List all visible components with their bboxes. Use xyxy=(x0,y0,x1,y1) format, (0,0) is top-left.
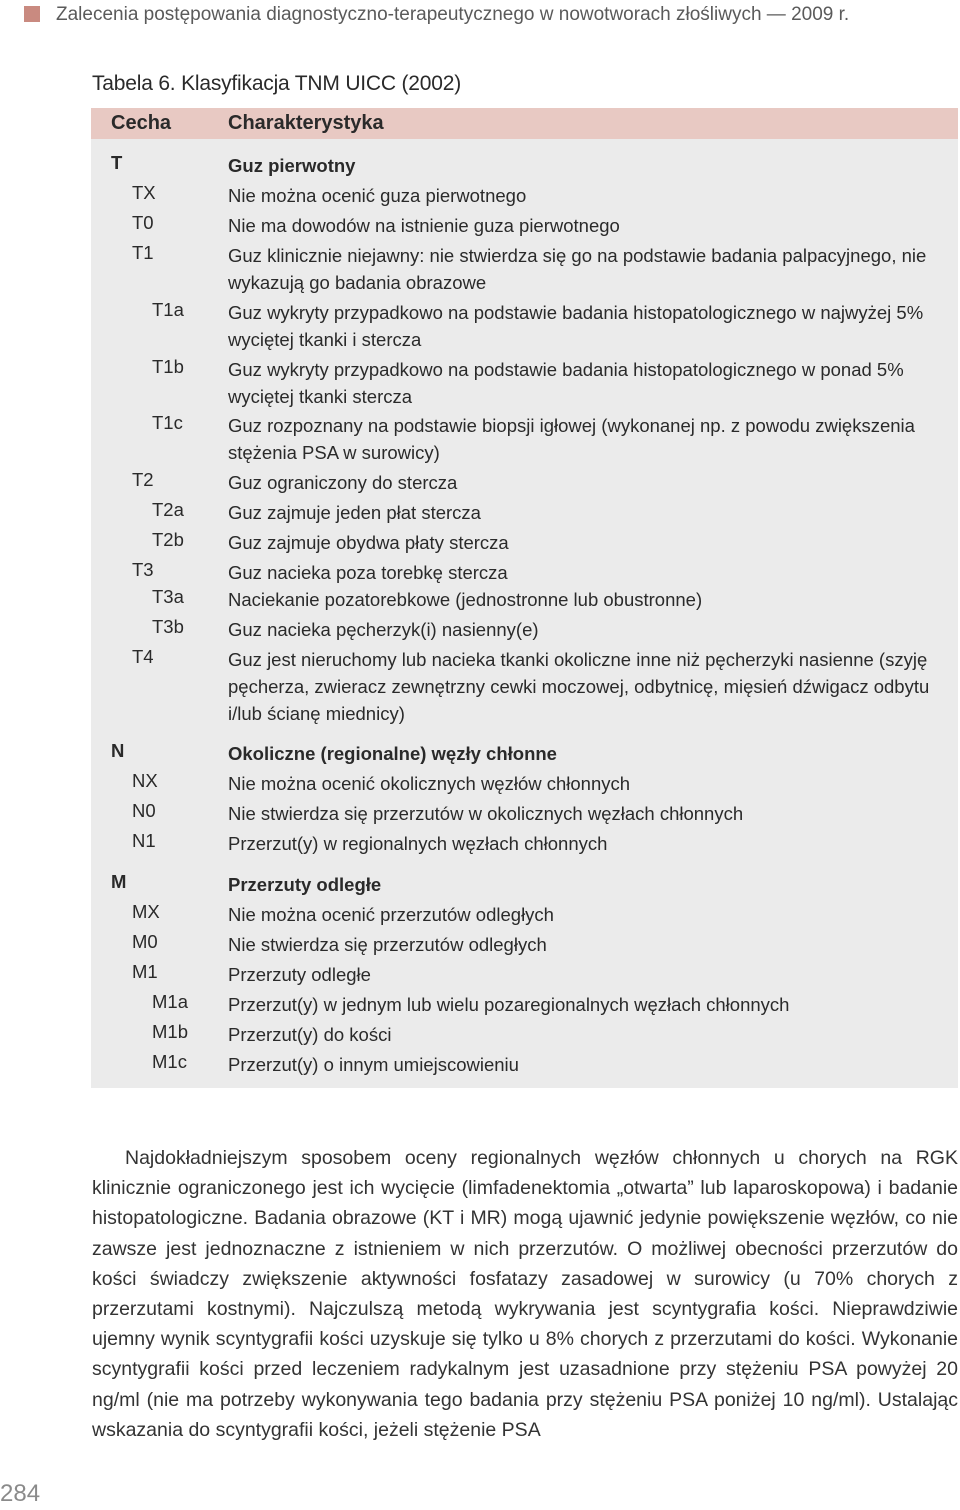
body-paragraph-block xyxy=(92,1143,958,1445)
row-code: N xyxy=(111,740,125,761)
row-code: M1a xyxy=(152,991,188,1012)
row-code: M0 xyxy=(132,931,158,952)
row-code: M1c xyxy=(152,1051,187,1072)
tnm-table xyxy=(91,108,958,1088)
row-description: Przerzuty odległe xyxy=(228,964,371,985)
row-code: M1 xyxy=(132,961,158,982)
row-code: T1a xyxy=(152,299,184,320)
row-code: T2 xyxy=(132,469,154,490)
row-description: Guz zajmuje obydwa płaty stercza xyxy=(228,532,509,553)
row-code: T3a xyxy=(152,586,184,607)
row-code: T1c xyxy=(152,412,183,433)
row-code: T4 xyxy=(132,646,154,667)
row-description: Guz zajmuje jeden płat stercza xyxy=(228,502,481,523)
row-description: Guz ograniczony do stercza xyxy=(228,472,458,493)
row-description: Przerzut(y) o innym umiejscowieniu xyxy=(228,1054,519,1075)
row-code: M1b xyxy=(152,1021,188,1042)
row-description: Przerzuty odległe xyxy=(228,874,382,895)
row-description: Nie można ocenić guza pierwotnego xyxy=(228,185,527,206)
row-code: N1 xyxy=(132,830,156,851)
row-description: Guz wykryty przypadkowo na podstawie badania histopatologicznego w najwyżej 5% wyciętej tkanki i stercza xyxy=(228,302,924,350)
row-description: Przerzut(y) do kości xyxy=(228,1024,392,1045)
row-code: T xyxy=(111,152,123,173)
table-header-row xyxy=(91,108,958,139)
row-code: TX xyxy=(132,182,156,203)
row-code: T0 xyxy=(132,212,154,233)
row-description: Guz klinicznie niejawny: nie stwierdza się go na podstawie badania palpacyjnego, nie wykazują go badania obrazowe xyxy=(228,245,927,293)
row-description: Guz jest nieruchomy lub nacieka tkanki okoliczne inne niż pęcherzyki nasienne (szyję pęcherza, zwieracz zewnętrzny cewki moczowej, odbytnicę, mięsień dźwigacz odbytu i/lub ścianę miednicy) xyxy=(228,649,930,724)
row-description: Nie można ocenić okolicznych węzłów chłonnych xyxy=(228,773,631,794)
row-code: MX xyxy=(132,901,160,922)
row-description: Przerzut(y) w jednym lub wielu pozaregionalnych węzłach chłonnych xyxy=(228,994,790,1015)
row-code: NX xyxy=(132,770,158,791)
row-description: Guz wykryty przypadkowo na podstawie badania histopatologicznego w ponad 5% wyciętej tkanki stercza xyxy=(228,359,904,407)
row-description: Nie ma dowodów na istnienie guza pierwotnego xyxy=(228,215,620,236)
row-description: Guz rozpoznany na podstawie biopsji igłowej (wykonanej np. z powodu zwiększenia stężenia PSA w surowicy) xyxy=(228,415,915,463)
page-number: 284 xyxy=(0,1480,41,1507)
row-description: Okoliczne (regionalne) węzły chłonne xyxy=(228,743,557,764)
row-description: Nie można ocenić przerzutów odległych xyxy=(228,904,554,925)
table-caption: Tabela 6. Klasyfikacja TNM UICC (2002) xyxy=(92,72,461,95)
header-color-square xyxy=(24,6,40,22)
row-code: T2a xyxy=(152,499,184,520)
row-code: T3b xyxy=(152,616,184,637)
row-code: T3 xyxy=(132,559,154,580)
row-description: Guz pierwotny xyxy=(228,155,356,176)
row-code: M xyxy=(111,871,127,892)
column-header-charakterystyka: Charakterystyka xyxy=(228,112,384,134)
row-description: Naciekanie pozatorebkowe (jednostronne lub obustronne) xyxy=(228,589,703,610)
row-description: Nie stwierdza się przerzutów w okolicznych węzłach chłonnych xyxy=(228,803,744,824)
row-description: Przerzut(y) w regionalnych węzłach chłonnych xyxy=(228,833,608,854)
body-paragraph: Najdokładniejszym sposobem oceny regionalnych węzłów chłonnych u chorych na RGK klinicznie ograniczonego jest ich wycięcie (limfadenektomia „otwarta” lub laparoskopowa) i badanie histopatologiczne. Badania obrazowe (KT i MR) mogą ujawnić jedynie powiększenie węzłów, co nie zawsze jest jednoznaczne z istnieniem w nich przerzutów. O możliwej obecności przerzutów do kości świadczy zwiększenie aktywności fosfatazy zasadowej w surowicy (u 70% chorych z przerzutami kostnymi). Najczulszą metodą wykrywania jest scyntygrafia kości. Nieprawdziwie ujemny wynik scyntygrafii kości uzyskuje się tylko u 8% chorych z przerzutami do kości. Wykonanie scyntygrafii kości przed leczeniem radykalnym jest uzasadnione przy stężeniu PSA powyżej 20 ng/ml (nie ma potrzeby wykonywania tego badania przy stężeniu PSA poniżej 10 ng/ml). Ustalając wskazania do scyntygrafii kości, jeżeli stężenie PSA xyxy=(92,1147,958,1441)
row-description: Guz nacieka pęcherzyk(i) nasienny(e) xyxy=(228,619,539,640)
row-description: Nie stwierdza się przerzutów odległych xyxy=(228,934,547,955)
row-code: T1b xyxy=(152,356,184,377)
row-code: T2b xyxy=(152,529,184,550)
row-description: Guz nacieka poza torebkę stercza xyxy=(228,562,508,583)
row-code: N0 xyxy=(132,800,156,821)
column-header-cecha: Cecha xyxy=(111,112,172,134)
row-code: T1 xyxy=(132,242,154,263)
running-header: Zalecenia postępowania diagnostyczno-terapeutycznego w nowotworach złośliwych — 2009 r. xyxy=(56,4,850,25)
